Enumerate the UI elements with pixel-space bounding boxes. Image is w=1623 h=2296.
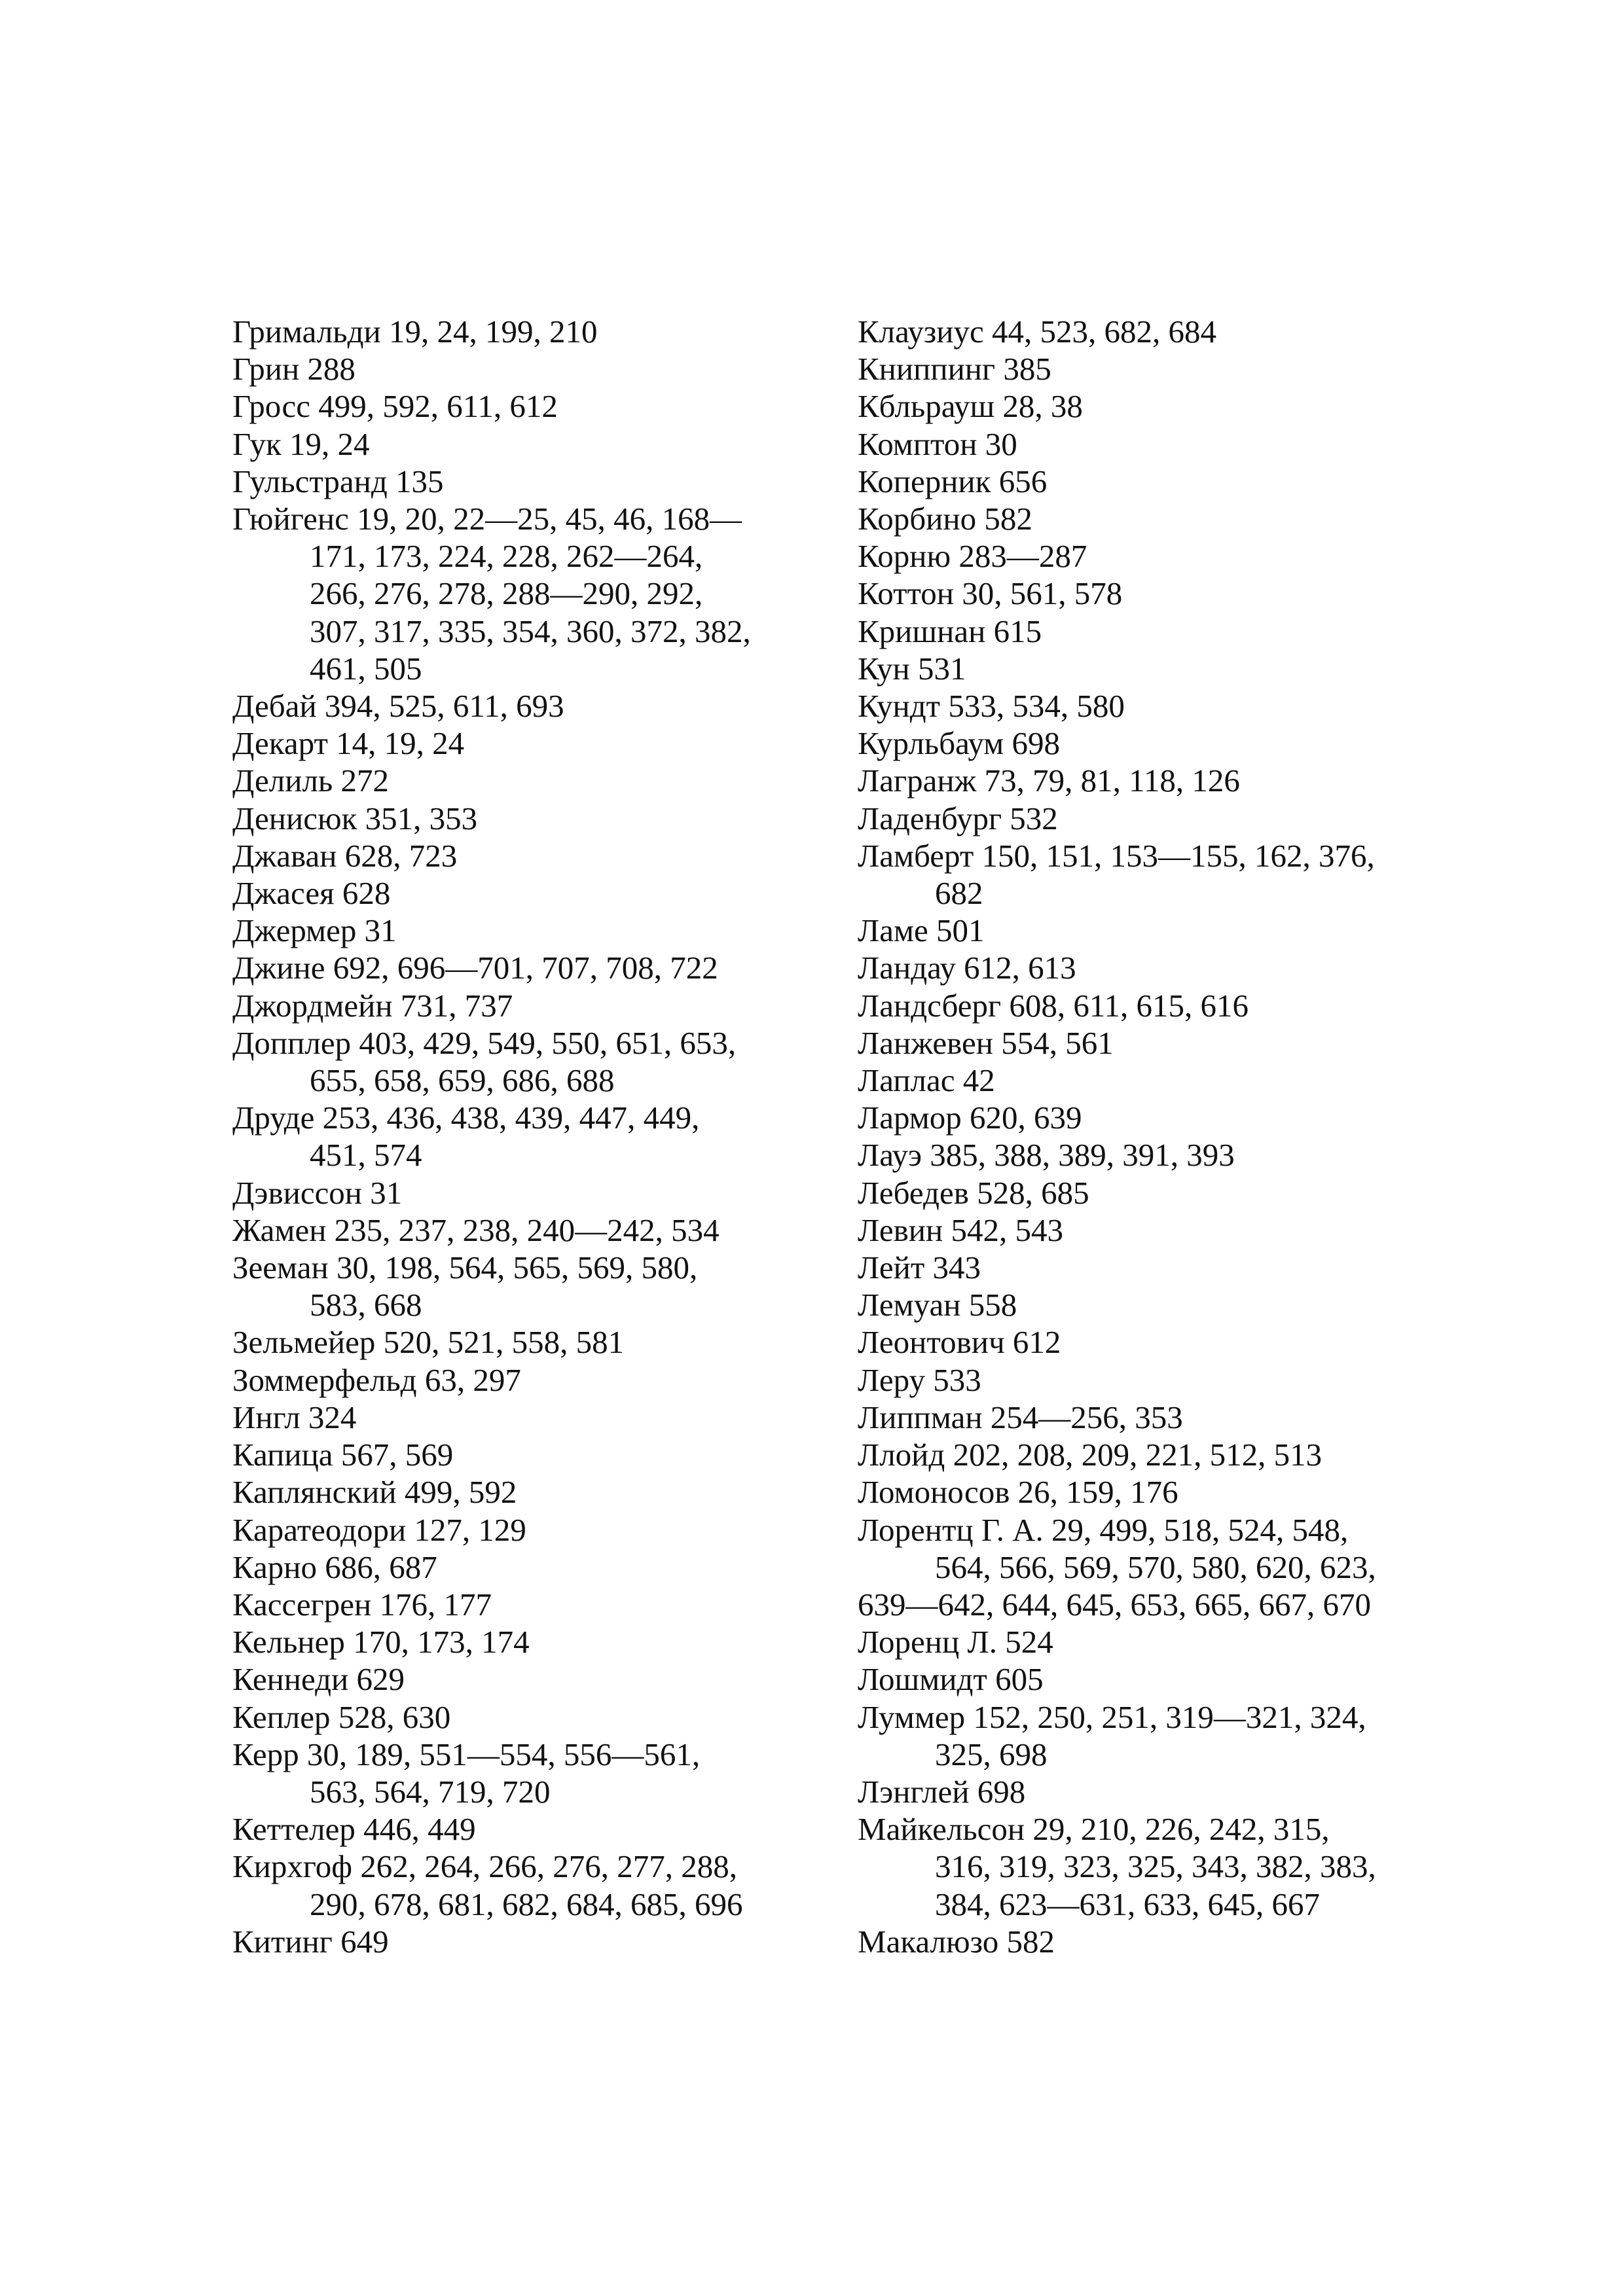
index-entry [858, 350, 1460, 387]
index-entry [232, 425, 835, 463]
index-entry-line: Денисюк 351, 353 [232, 800, 478, 836]
index-entry-line: Кассегрен 176, 177 [232, 1586, 492, 1623]
index-entry-line: Карно 686, 687 [232, 1549, 437, 1585]
index-entry [858, 949, 1460, 986]
index-entry [232, 1174, 835, 1211]
index-entry-line: Делиль 272 [232, 762, 389, 799]
index-entry-line: Липпман 254—256, 353 [858, 1399, 1183, 1435]
index-entry-line: Комптон 30 [858, 425, 1017, 462]
index-entry [858, 1211, 1460, 1249]
index-entry-line: Джордмейн 731, 737 [232, 987, 513, 1024]
index-entry-line: Зельмейер 520, 521, 558, 581 [232, 1324, 625, 1361]
index-entry-line: Кеттелер 446, 449 [232, 1811, 476, 1848]
index-entry [232, 1586, 835, 1623]
index-entry-line: Корню 283—287 [858, 538, 1087, 575]
index-entry [232, 837, 835, 874]
index-entry [232, 1024, 835, 1099]
index-entry-line: Кеплер 528, 630 [232, 1698, 451, 1735]
index-entry-line: Лоренц Л. 524 [858, 1624, 1053, 1660]
index-entry [232, 687, 835, 725]
index-entry-continuation: 583, 668 [310, 1287, 422, 1323]
index-entry [232, 800, 835, 837]
index-entry-continuation: 290, 678, 681, 682, 684, 685, 696 [310, 1886, 743, 1922]
index-entry [232, 1736, 835, 1810]
index-entry [232, 1698, 835, 1736]
index-entry-line: Жамен 235, 237, 238, 240—242, 534 [232, 1211, 720, 1248]
index-entry-line: Кирхгоф 262, 264, 266, 276, 277, 288, [232, 1848, 738, 1885]
index-entry-line: Коперник 656 [858, 463, 1048, 499]
index-entry [232, 1848, 835, 1922]
index-entry [232, 1099, 835, 1174]
index-entry [232, 762, 835, 799]
index-entry [232, 463, 835, 500]
index-entry-line: Майкельсон 29, 210, 226, 242, 315, [858, 1811, 1330, 1848]
index-entry [858, 1586, 1460, 1623]
index-entry-line: Лармор 620, 639 [858, 1100, 1082, 1136]
index-entry-continuation: 266, 276, 278, 288—290, 292, [310, 575, 703, 612]
index-entry-line: Зееман 30, 198, 564, 565, 569, 580, [232, 1249, 698, 1286]
index-entry [858, 762, 1460, 799]
index-entry-line: Дебай 394, 525, 611, 693 [232, 688, 564, 725]
index-entry-line: Леру 533 [858, 1361, 981, 1398]
index-entry-line: Лемуан 558 [858, 1287, 1017, 1323]
index-entry [232, 1511, 835, 1549]
index-entry [232, 1810, 835, 1848]
index-entry-line: Кельнер 170, 173, 174 [232, 1624, 530, 1660]
index-entry [858, 463, 1460, 500]
index-entry [232, 1923, 835, 1960]
index-entry-continuation: 461, 505 [310, 650, 422, 687]
index-entry [858, 425, 1460, 463]
index-entry-line: Лагранж 73, 79, 81, 118, 126 [858, 762, 1240, 799]
index-entry [232, 387, 835, 425]
index-entry-line: Гук 19, 24 [232, 425, 370, 462]
index-entry-line: Ланжевен 554, 561 [858, 1024, 1114, 1061]
index-entry-continuation: 171, 173, 224, 228, 262—264, [310, 538, 703, 575]
index-entry [858, 1174, 1460, 1211]
index-entry [858, 1286, 1460, 1323]
index-column-left [232, 313, 835, 1960]
index-entry [858, 1810, 1460, 1923]
index-entry [232, 949, 835, 986]
index-entry-line: Джине 692, 696—701, 707, 708, 722 [232, 950, 718, 986]
index-entry [858, 1473, 1460, 1511]
index-entry-line: Кришнан 615 [858, 613, 1042, 649]
index-entry-line: Ламе 501 [858, 912, 985, 949]
index-entry-line: Гульстранд 135 [232, 463, 444, 499]
index-entry-line: Лебедев 528, 685 [858, 1174, 1089, 1211]
index-entry [858, 837, 1460, 912]
index-entry [858, 1024, 1460, 1062]
index-entry-line: Джаван 628, 723 [232, 837, 458, 874]
index-entry [232, 1473, 835, 1511]
index-entry-line: Капица 567, 569 [232, 1437, 454, 1473]
index-entry [858, 650, 1460, 687]
index-entry-continuation: 307, 317, 335, 354, 360, 372, 382, [310, 613, 751, 649]
index-entry [858, 725, 1460, 762]
index-entry [858, 613, 1460, 650]
index-entry-line: Каратеодори 127, 129 [232, 1511, 526, 1548]
index-entry [858, 1436, 1460, 1473]
index-entry [858, 500, 1460, 537]
index-entry-continuation: 563, 564, 719, 720 [310, 1773, 551, 1810]
index-entry-line: Керр 30, 189, 551—554, 556—561, [232, 1736, 701, 1772]
index-entry-line: Ламберт 150, 151, 153—155, 162, 376, [858, 837, 1375, 874]
index-entry [232, 1249, 835, 1323]
index-entry-line: Макалюзо 582 [858, 1923, 1055, 1960]
index-entry [858, 575, 1460, 612]
index-entry [232, 725, 835, 762]
index-entry-line: Каплянский 499, 592 [232, 1474, 517, 1511]
index-entry-line: Декарт 14, 19, 24 [232, 725, 465, 762]
index-entry-line: Ландау 612, 613 [858, 950, 1076, 986]
index-entry-line: Ландсберг 608, 611, 615, 616 [858, 987, 1249, 1024]
index-entry-line: Кун 531 [858, 650, 966, 687]
index-entry-line: 639—642, 644, 645, 653, 665, 667, 670 [858, 1586, 1371, 1623]
index-entry-line: Лауэ 385, 388, 389, 391, 393 [858, 1137, 1235, 1174]
index-entry [232, 1361, 835, 1399]
index-entry [232, 1549, 835, 1586]
index-entry-continuation: 316, 319, 323, 325, 343, 382, 383, [935, 1848, 1376, 1885]
index-entry [858, 1249, 1460, 1286]
index-entry [858, 1361, 1460, 1399]
index-entry [232, 350, 835, 387]
index-entry-line: Левин 542, 543 [858, 1211, 1063, 1248]
index-entry-line: Ладенбург 532 [858, 800, 1058, 836]
index-entry [858, 1323, 1460, 1361]
index-entry-line: Китинг 649 [232, 1923, 389, 1960]
index-entry [232, 1623, 835, 1660]
index-column-right [858, 313, 1460, 1960]
index-entry-line: Ллойд 202, 208, 209, 221, 512, 513 [858, 1437, 1322, 1473]
index-entry-line: Леонтович 612 [858, 1324, 1061, 1361]
index-entry-line: Лошмидт 605 [858, 1661, 1044, 1698]
index-entry-line: Зоммерфельд 63, 297 [232, 1361, 521, 1398]
index-entry [858, 1623, 1460, 1660]
index-entry-line: Корбино 582 [858, 501, 1032, 537]
index-entry [858, 1511, 1460, 1586]
index-entry-line: Дэвиссон 31 [232, 1174, 403, 1211]
index-entry-line: Грин 288 [232, 351, 356, 387]
index-entry-line: Клаузиус 44, 523, 682, 684 [858, 314, 1216, 350]
index-entry-continuation: 451, 574 [310, 1137, 422, 1174]
index-entry [858, 313, 1460, 350]
index-entry [858, 687, 1460, 725]
index-entry [232, 1399, 835, 1436]
index-entry-line: Курльбаум 698 [858, 725, 1060, 762]
index-entry-line: Гросс 499, 592, 611, 612 [232, 388, 558, 425]
index-entry-line: Лэнглей 698 [858, 1773, 1026, 1810]
index-entry [232, 313, 835, 350]
index-entry [858, 1923, 1460, 1960]
index-entry [858, 1099, 1460, 1136]
index-entry-line: Друде 253, 436, 438, 439, 447, 449, [232, 1100, 700, 1136]
index-entry-line: Кеннеди 629 [232, 1661, 405, 1698]
index-entry [858, 537, 1460, 575]
index-entry [232, 500, 835, 687]
index-entry [858, 987, 1460, 1024]
index-entry [858, 1698, 1460, 1773]
index-entry [232, 912, 835, 949]
index-entry [858, 800, 1460, 837]
index-entry-line: Ломоносов 26, 159, 176 [858, 1474, 1178, 1511]
index-entry-line: Джасея 628 [232, 875, 391, 912]
index-entry [232, 1436, 835, 1473]
index-entry [858, 1136, 1460, 1174]
index-entry [858, 1773, 1460, 1810]
index-entry [858, 912, 1460, 949]
index-entry-line: Ингл 324 [232, 1399, 357, 1435]
index-entry-line: Кундт 533, 534, 580 [858, 688, 1125, 725]
index-entry [232, 874, 835, 912]
index-entry [858, 1660, 1460, 1698]
index-entry-line: Допплер 403, 429, 549, 550, 651, 653, [232, 1024, 737, 1061]
index-entry-line: Луммер 152, 250, 251, 319—321, 324, [858, 1698, 1366, 1735]
index-entry [858, 1062, 1460, 1099]
index-entry [232, 987, 835, 1024]
index-entry-line: Джермер 31 [232, 912, 397, 949]
index-entry-line: Лейт 343 [858, 1249, 981, 1286]
index-entry-continuation: 384, 623—631, 633, 645, 667 [935, 1886, 1320, 1922]
index-entry-continuation: 564, 566, 569, 570, 580, 620, 623, [935, 1549, 1376, 1585]
index-entry-line: Книппинг 385 [858, 351, 1051, 387]
index-entry [232, 1323, 835, 1361]
index-entry [232, 1211, 835, 1249]
index-entry-line: Коттон 30, 561, 578 [858, 575, 1123, 612]
index-entry-line: Лорентц Г. А. 29, 499, 518, 524, 548, [858, 1511, 1349, 1548]
index-entry [858, 1399, 1460, 1436]
index-entry-line: Гримальди 19, 24, 199, 210 [232, 314, 598, 350]
index-entry [232, 1660, 835, 1698]
index-entry-continuation: 325, 698 [935, 1736, 1048, 1772]
index-entry-line: Гюйгенс 19, 20, 22—25, 45, 46, 168— [232, 501, 742, 537]
index-entry-line: Кбльрауш 28, 38 [858, 388, 1083, 425]
index-entry-line: Лаплас 42 [858, 1062, 995, 1099]
index-entry-continuation: 682 [935, 875, 983, 912]
index-entry-continuation: 655, 658, 659, 686, 688 [310, 1062, 615, 1099]
index-entry [858, 387, 1460, 425]
